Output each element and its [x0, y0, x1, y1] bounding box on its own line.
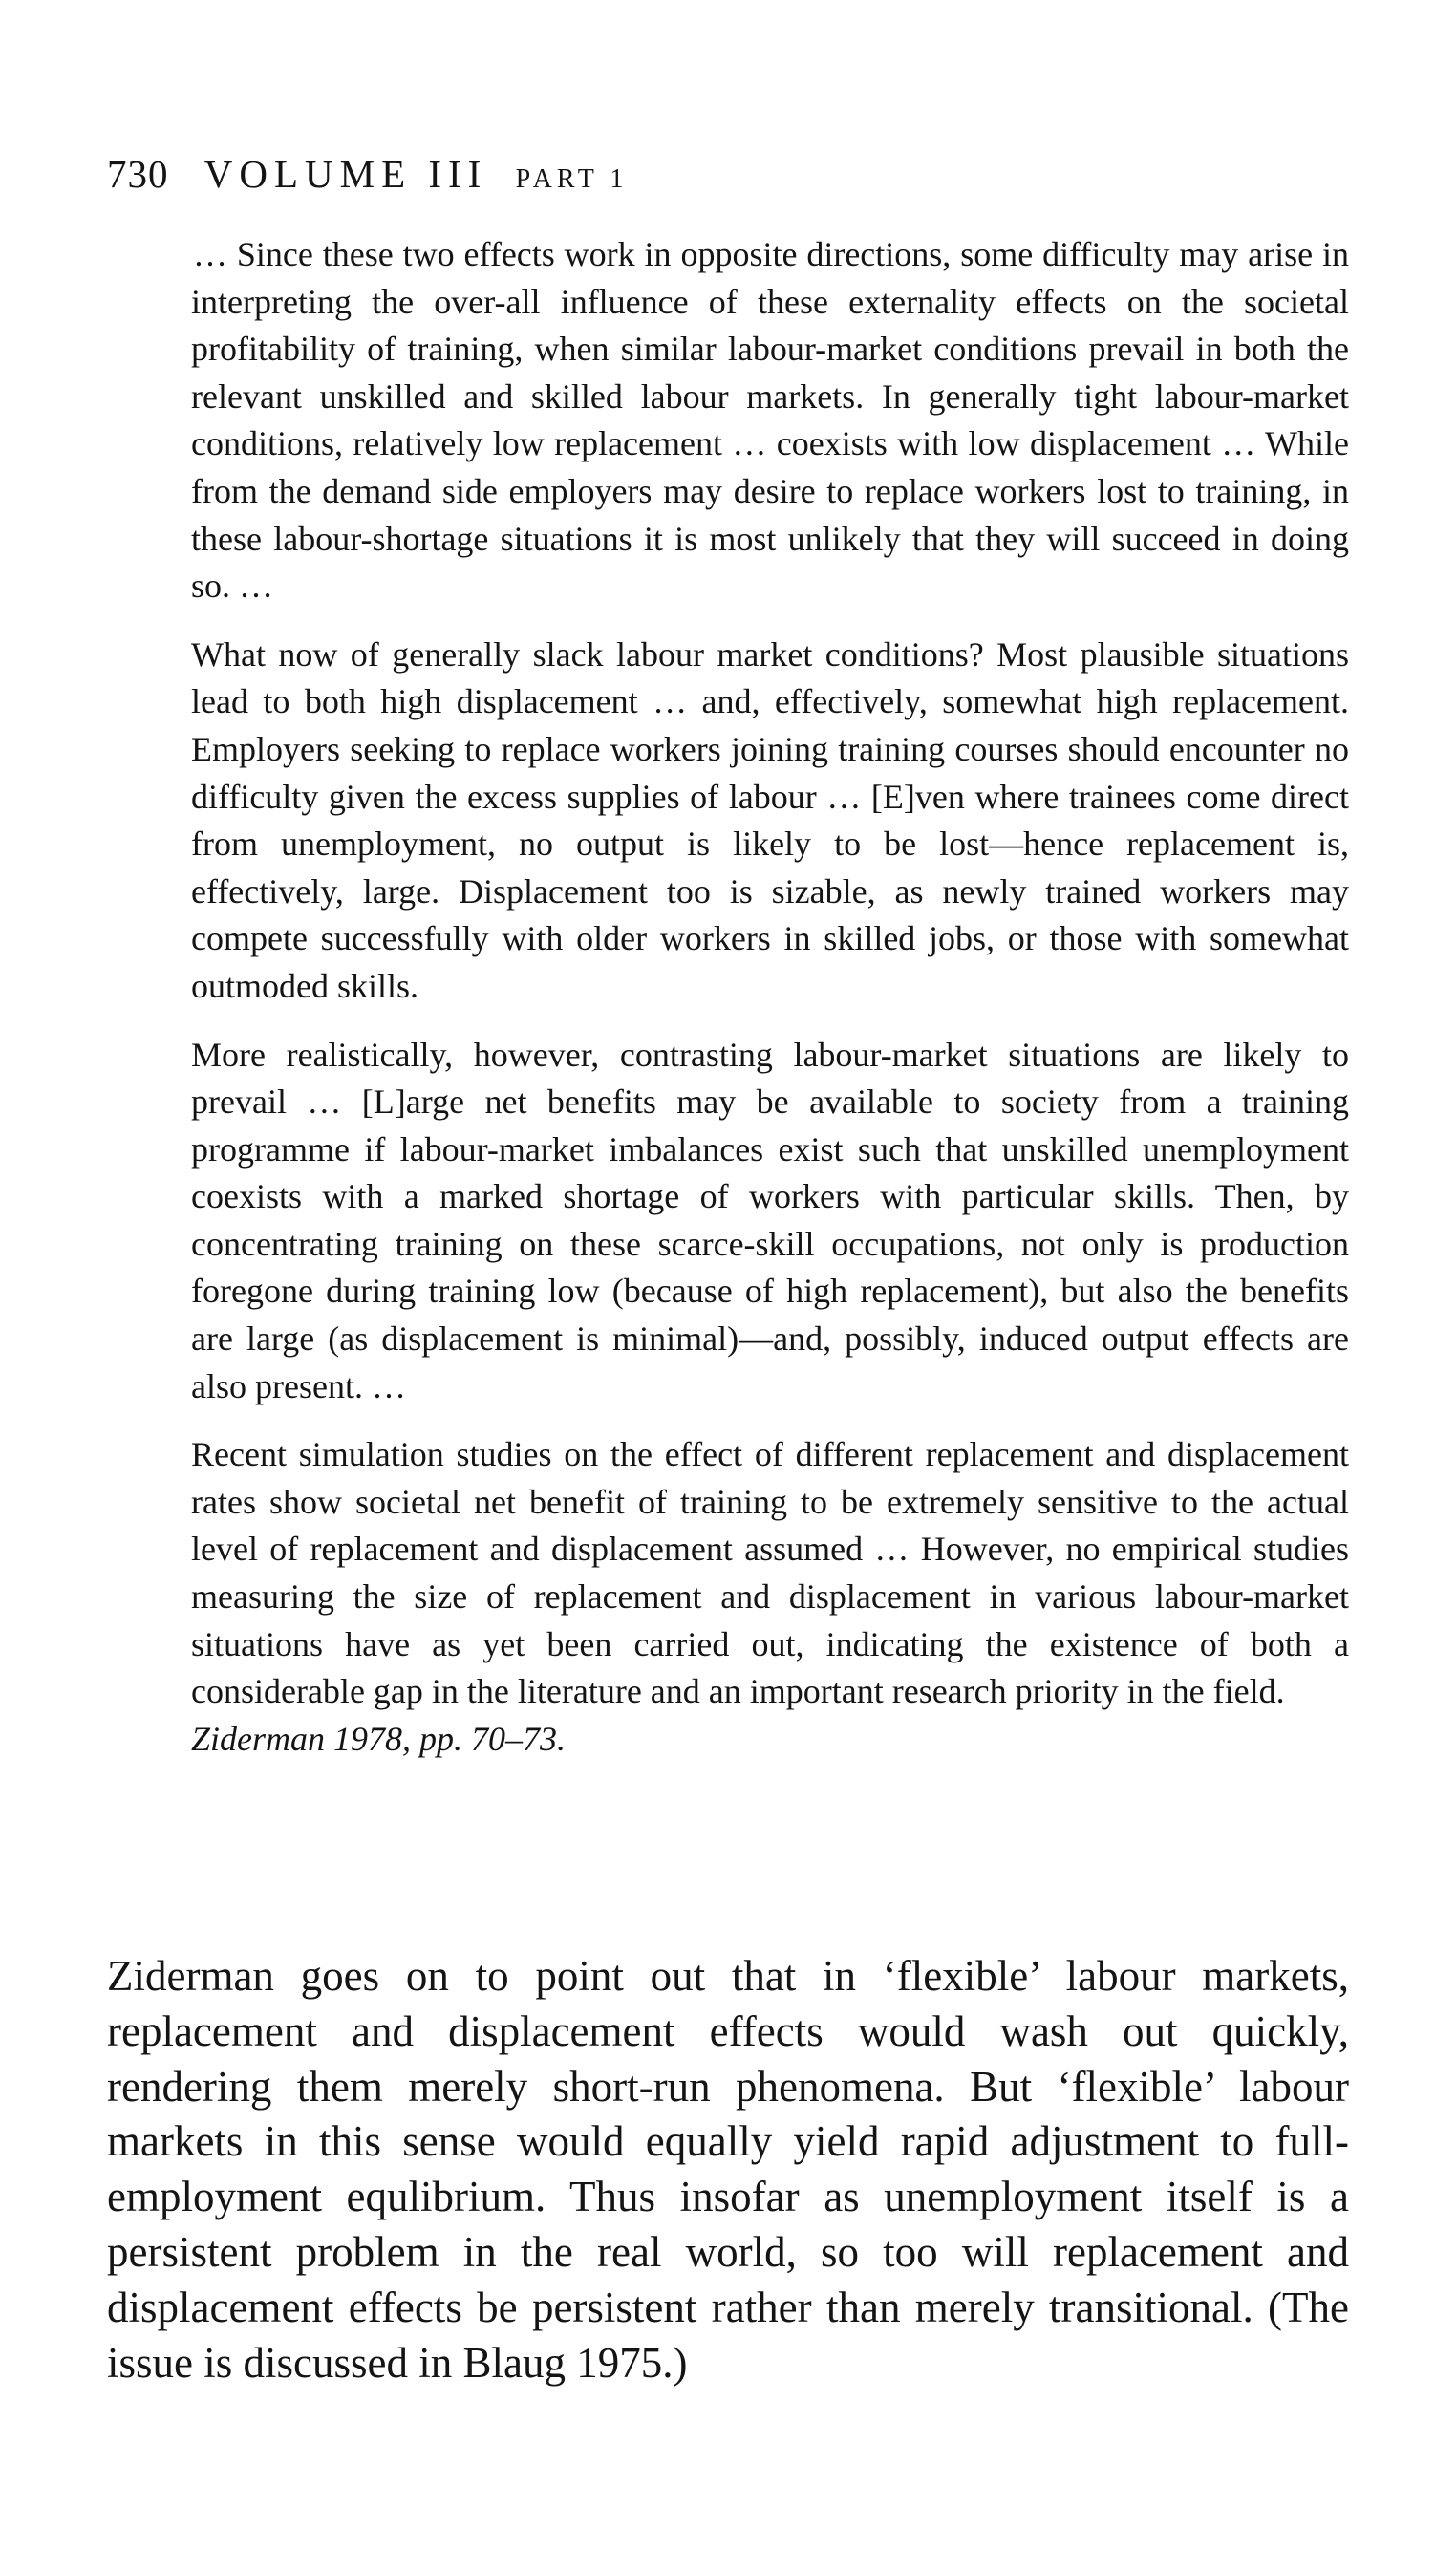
body-paragraph: Ziderman goes on to point out that in ‘flexible’ labour markets, replacement and displacement effects would wash out quickly, rendering them merely short-run phenomena. But ‘flexible’ labour markets in this sense would equally yield rapid adjustment to full-employment equlibrium. Thus insofar as unemployment itself is a persistent problem in the real world, so too will replacement and displacement effects be persistent rather than merely transitional. (The issue is discussed in Blaug 1975.): [107, 1952, 1349, 2387]
quote-paragraph: Recent simulation studies on the effect of different replacement and displacement rates show societal net benefit of training to be extremely sensitive to the actual level of replacement and displacement assumed … However, no empirical studies measuring the size of replacement and displacement in various labour-market situations have as yet been carried out, indicating the existence of both a considerable gap in the literature and an important research priority in the field.: [191, 1435, 1349, 1711]
quote-citation: Ziderman 1978, pp. 70–73.: [191, 1719, 567, 1758]
page-number: 730: [107, 152, 169, 196]
quote-paragraph: What now of generally slack labour market conditions? Most plausible situations lead to both high displacement … and, effectively, somewhat high replacement. Employers seeking to replace workers joining training courses should encounter no difficulty given the excess supplies of labour … [E]ven where trainees come direct from unemployment, no output is likely to be lost—hence replacement is, effectively, large. Displacement too is sizable, as newly trained workers may compete successfully with older workers in skilled jobs, or those with somewhat outmoded skills.: [191, 634, 1349, 1005]
quote-paragraph: … Since these two effects work in opposite directions, some difficulty may arise in interpreting the over-all influence of these externality effects on the societal profitability of training, when similar labour-market conditions prevail in both the relevant unskilled and skilled labour markets. In generally tight labour-market conditions, relatively low replacement … coexists with low displacement … While from the demand side employers may desire to replace workers lost to training, in these labour-shortage situations it is most unlikely that they will succeed in doing so. …: [191, 235, 1349, 606]
volume-label: VOLUME III: [203, 152, 488, 196]
block-quote: [191, 231, 1349, 1763]
body-text: [107, 1949, 1349, 2391]
running-head: [107, 147, 628, 201]
quote-paragraph: More realistically, however, contrasting labour-market situations are likely to prevail … [L]arge net benefits may be available to society from a training programme if labour-market imbalances exist such that unskilled unemployment coexists with a marked shortage of workers with particular skills. Then, by concentrating training on these scarce-skill occupations, not only is production foregone during training low (because of high replacement), but also the benefits are large (as displacement is minimal)—and, possibly, induced output effects are also present. …: [191, 1035, 1349, 1405]
part-label: PART 1: [515, 164, 629, 194]
